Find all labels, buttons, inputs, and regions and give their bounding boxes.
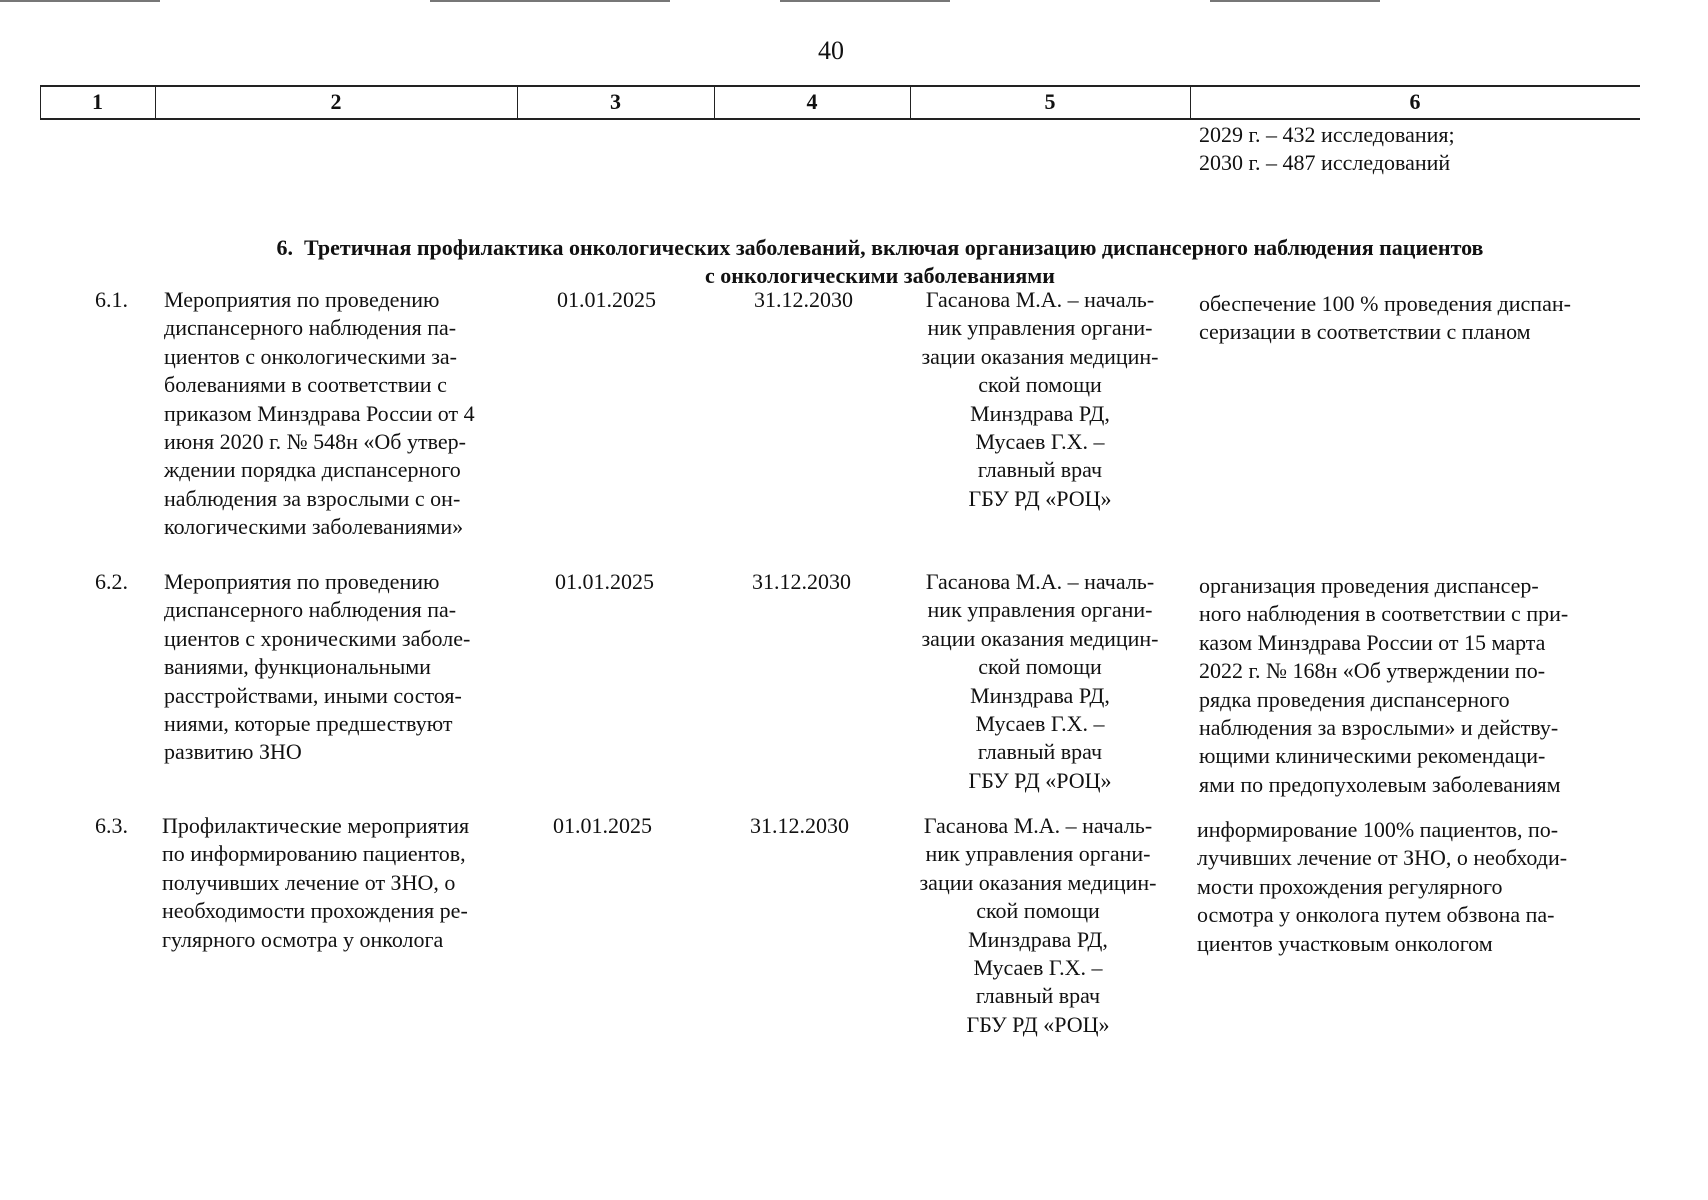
row-description (162, 812, 504, 954)
responsible-line: главный врач (977, 739, 1103, 765)
result-line: 2022 г. № 168н «Об утверждении по- (1199, 658, 1546, 684)
description-line: гулярного осмотра у онколога (162, 926, 444, 952)
description-line: развитию ЗНО (164, 739, 302, 765)
description-line: ниями, которые предшествуют (164, 711, 453, 737)
description-line: диспансерного наблюдения па- (164, 315, 457, 341)
description-line: Мероприятия по проведению (164, 287, 440, 312)
responsible-line: Минздрава РД, (970, 400, 1110, 426)
description-line: получивших лечение от ЗНО, о (162, 869, 456, 895)
responsible-line: Минздрава РД, (968, 926, 1108, 952)
description-line: приказом Минздрава России от 4 (164, 400, 475, 426)
responsible-person (900, 568, 1180, 795)
description-line: болеваниями в соответствии с (164, 372, 447, 398)
result-line: серизации в соответствии с планом (1199, 319, 1531, 345)
row-description (164, 286, 504, 542)
scan-edge-mark (1210, 0, 1380, 2)
responsible-line: зации оказания медицин- (921, 625, 1159, 651)
responsible-line: Гасанова М.А. – началь- (925, 287, 1155, 312)
description-line: ваниями, функциональными (164, 654, 431, 680)
continuation-text (1199, 121, 1619, 178)
responsible-line: ГБУ РД «РОЦ» (968, 485, 1112, 511)
description-line: необходимости прохождения ре- (162, 898, 468, 924)
responsible-line: главный врач (977, 457, 1103, 483)
start-date: 01.01.2025 (557, 287, 656, 312)
responsible-line: ской помощи (978, 372, 1102, 398)
result-line: циентов участковым онкологом (1197, 930, 1493, 956)
description-line: кологическими заболеваниями» (164, 514, 464, 540)
description-line: диспансерного наблюдения па- (164, 597, 457, 623)
column-number: 2 (330, 89, 342, 114)
column-number: 3 (610, 89, 621, 114)
section-heading-line-2: с онкологическими заболеваниями (705, 263, 1055, 288)
description-line: по информированию пациентов, (162, 841, 466, 867)
scan-edge-mark (0, 0, 160, 2)
responsible-person (900, 286, 1180, 513)
continuation-line: 2030 г. – 487 исследований (1199, 150, 1451, 176)
responsible-line: Мусаев Г.Х. – (975, 711, 1105, 737)
responsible-line: Минздрава РД, (970, 682, 1110, 708)
section-heading-line-1 (160, 234, 1600, 262)
expected-result (1199, 290, 1614, 347)
row-number: 6.1. (95, 287, 128, 312)
result-line: ного наблюдения в соответствии с при- (1199, 601, 1569, 627)
end-date: 31.12.2030 (752, 569, 851, 594)
description-line: ждении порядка диспансерного (164, 457, 461, 483)
responsible-line: ской помощи (978, 654, 1102, 680)
description-line: наблюдения за взрослыми с он- (164, 485, 461, 511)
end-date: 31.12.2030 (754, 287, 853, 312)
section-title: Третичная профилактика онкологических заболеваний, включая организацию диспансерного наблюдения пациентов (304, 235, 1484, 260)
scan-edge-mark (430, 0, 670, 2)
description-line: циентов с хроническими заболе- (164, 625, 471, 651)
result-line: рядка проведения диспансерного (1199, 686, 1510, 712)
result-line: организация проведения диспансер- (1199, 573, 1539, 598)
description-line: Профилактические мероприятия (162, 813, 470, 838)
expected-result (1199, 572, 1614, 799)
section-heading (160, 234, 1600, 290)
responsible-line: главный врач (975, 983, 1101, 1009)
result-line: лучивших лечение от ЗНО, о необходи- (1197, 845, 1568, 871)
responsible-person (898, 812, 1178, 1039)
responsible-line: зации оказания медицин- (919, 869, 1157, 895)
section-number: 6. (276, 235, 294, 260)
row-number: 6.3. (95, 813, 128, 838)
responsible-line: ской помощи (976, 898, 1100, 924)
page-number: 40 (818, 36, 844, 65)
result-line: мости прохождения регулярного (1197, 873, 1503, 899)
responsible-line: Мусаев Г.Х. – (973, 955, 1103, 981)
responsible-line: Гасанова М.А. – началь- (923, 813, 1153, 838)
result-line: казом Минздрава России от 15 марта (1199, 629, 1546, 655)
result-line: ющими клиническими рекомендаци- (1199, 743, 1546, 769)
result-line: информирование 100% пациентов, по- (1197, 817, 1559, 842)
result-line: осмотра у онколога путем обзвона па- (1197, 902, 1555, 928)
responsible-line: ник управления органи- (927, 597, 1153, 623)
row-number: 6.2. (95, 569, 128, 594)
start-date: 01.01.2025 (555, 569, 654, 594)
header-bottom-rule (40, 118, 1640, 120)
description-line: Мероприятия по проведению (164, 569, 440, 594)
result-line: наблюдения за взрослыми» и действу- (1199, 715, 1559, 741)
description-line: июня 2020 г. № 548н «Об утвер- (164, 429, 466, 455)
responsible-line: ГБУ РД «РОЦ» (968, 767, 1112, 793)
result-line: обеспечение 100 % проведения диспан- (1199, 291, 1571, 316)
result-line: ями по предопухолевым заболеваниям (1199, 771, 1561, 797)
row-description (164, 568, 504, 767)
responsible-line: ГБУ РД «РОЦ» (966, 1011, 1110, 1037)
description-line: циентов с онкологическими за- (164, 343, 457, 369)
column-number: 5 (1044, 89, 1056, 114)
responsible-line: Мусаев Г.Х. – (975, 429, 1105, 455)
responsible-line: зации оказания медицин- (921, 343, 1159, 369)
column-number: 4 (806, 89, 818, 114)
end-date: 31.12.2030 (750, 813, 849, 838)
start-date: 01.01.2025 (553, 813, 652, 838)
responsible-line: Гасанова М.А. – началь- (925, 569, 1155, 594)
expected-result (1197, 816, 1614, 958)
responsible-line: ник управления органи- (925, 841, 1151, 867)
scan-edge-mark (780, 0, 950, 2)
column-number: 6 (1409, 89, 1421, 114)
continuation-line: 2029 г. – 432 исследования; (1199, 122, 1455, 147)
description-line: расстройствами, иными состоя- (164, 682, 462, 708)
column-number: 1 (92, 89, 103, 114)
responsible-line: ник управления органи- (927, 315, 1153, 341)
